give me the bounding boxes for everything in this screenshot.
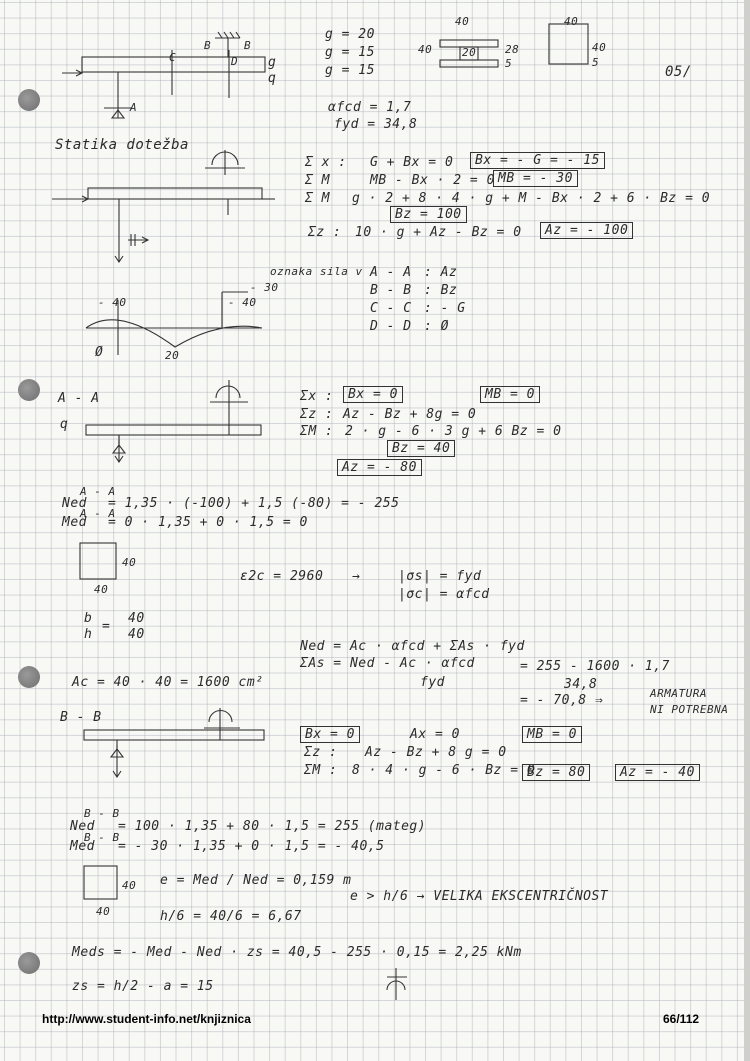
ratio-eq: = — [102, 619, 111, 634]
moment-v4: 20 — [165, 349, 180, 362]
med-bb-sup: B - B — [84, 831, 120, 844]
ned-bb-sym: Ned — [70, 819, 95, 834]
sum-z: Σz : — [308, 225, 342, 240]
result-bx: Bx = - G = - 15 — [470, 152, 605, 169]
square1-bottom: 40 — [94, 583, 109, 596]
sum-x-expr: G + Bx = 0 — [370, 155, 454, 170]
load-g2: g = 15 — [325, 45, 375, 60]
sum-x: Σ x : — [305, 155, 347, 170]
force-table-head: oznaka sila v — [270, 265, 363, 278]
med-aa-expr: = 0 · 1,35 + 0 · 1,5 = 0 — [108, 515, 308, 530]
i-section-right-bot: 5 — [505, 57, 513, 70]
moment-v1: - 40 — [98, 296, 127, 309]
armatura-line1: ARMATURA — [650, 687, 707, 700]
aa-az: Az = - 80 — [337, 459, 422, 476]
sum-mc-expr: g · 2 + 8 · 4 · g + M - Bx · 2 + 6 · Bz = 0 — [352, 191, 711, 206]
force-row2-b: : Bz — [424, 283, 458, 298]
eccentricity-e: e = Med / Ned = 0,159 m — [160, 873, 352, 888]
label-q: q — [268, 71, 277, 86]
result-mb: MB = - 30 — [493, 170, 578, 187]
beam-bb-sketch — [84, 708, 264, 777]
ned-bb-sup: B - B — [84, 807, 120, 820]
ned-eq-l2den: fyd — [420, 675, 445, 690]
ratio-b: b — [84, 611, 93, 626]
aa-sum-x: Σx : — [300, 389, 334, 404]
bb-sum-m-expr: 8 · 4 · g - 6 · Bz = 0 — [352, 763, 536, 778]
bb-sum-z-expr: Az - Bz + 8 g = 0 — [365, 745, 507, 760]
bb-sum-m: ΣM : — [304, 763, 338, 778]
sum-mc: Σ M — [305, 191, 330, 206]
force-row4-a: D - D — [370, 319, 412, 334]
ned-eq-l2: ΣAs = Ned - Ac · αfcd — [300, 656, 475, 671]
beam-aa-sketch — [86, 380, 261, 462]
sec-aa-q: q — [60, 417, 69, 432]
footer-url: http://www.student-info.net/knjiznica — [42, 1012, 251, 1026]
eccentricity-compare: e > h/6 → VELIKA EKSCENTRIČNOST — [350, 889, 609, 904]
aa-mb: MB = 0 — [480, 386, 540, 403]
i-section-left: 40 — [418, 43, 433, 56]
med-aa-sup: A - A — [80, 507, 116, 520]
load-g1: g = 20 — [325, 27, 375, 42]
result-az: Az = - 100 — [540, 222, 633, 239]
box-top: 40 — [564, 15, 579, 28]
force-row1-a: A - A — [370, 265, 412, 280]
ned-aa-sym: Ned — [62, 496, 87, 511]
square1-side: 40 — [122, 556, 137, 569]
i-section-right-top: 28 — [505, 43, 520, 56]
small-rotation-sketch — [387, 968, 407, 1000]
aa-bx: Bx = 0 — [343, 386, 403, 403]
med-bb-sym: Med — [70, 839, 95, 854]
result-bz: Bz = 100 — [390, 206, 467, 223]
aa-sum-z: Σz : — [300, 407, 334, 422]
bb-ax: Ax = 0 — [410, 727, 460, 742]
box-right: 40 — [592, 41, 607, 54]
statics-title: Statika dotežba — [55, 137, 189, 153]
label-g: g — [268, 55, 277, 70]
force-row3-b: : - G — [424, 301, 466, 316]
bb-bz: Bz = 80 — [522, 764, 590, 781]
ned-eq-l4: = - 70,8 ⇒ — [520, 693, 604, 708]
ned-aa-expr: = 1,35 · (-100) + 1,5 (-80) = - 255 — [108, 496, 400, 511]
aa-sum-m: ΣM : — [300, 424, 334, 439]
moment-v3: - 30 — [250, 281, 279, 294]
ned-eq-l3den: 34,8 — [564, 677, 598, 692]
footer-page-number: 66/112 — [663, 1012, 700, 1026]
ratio-h: h — [84, 627, 93, 642]
sum-mf: Σ M — [305, 173, 330, 188]
ratio-num: 40 — [128, 611, 145, 626]
aa-sum-z-expr: Az - Bz + 8g = 0 — [343, 407, 477, 422]
ned-eq-l1: Ned = Ac · αfcd + ΣAs · fyd — [300, 639, 525, 654]
ac-area: Ac = 40 · 40 = 1600 cm² — [72, 675, 264, 690]
page-mark: 05/ — [665, 64, 692, 80]
ned-bb-expr: = 100 · 1,35 + 80 · 1,5 = 255 (mateg) — [118, 819, 427, 834]
bb-bx: Bx = 0 — [300, 726, 360, 743]
label-b2: B — [244, 39, 252, 52]
box-section-sketch — [549, 24, 588, 64]
alpha-fcd: αfcd = 1,7 — [328, 100, 412, 115]
force-row1-b: : Az — [424, 265, 458, 280]
bb-sum-z: Σz : — [304, 745, 338, 760]
i-section-top: 40 — [455, 15, 470, 28]
statics-beam-sketch — [52, 150, 275, 262]
strain-arrow: → — [352, 569, 361, 584]
strain-e2c: ε2c = 2960 — [240, 569, 324, 584]
force-row2-a: B - B — [370, 283, 412, 298]
meds-eq: Meds = - Med - Ned · zs = 40,5 - 255 · 0,15 = 2,25 kNm — [72, 945, 522, 960]
moment-v5: Ø — [95, 345, 104, 360]
med-bb-expr: = - 30 · 1,35 + 0 · 1,5 = - 40,5 — [118, 839, 385, 854]
label-a: A — [130, 101, 138, 114]
i-section-web: 20 — [462, 46, 477, 59]
bb-mb: MB = 0 — [522, 726, 582, 743]
sum-z-expr: 10 · g + Az - Bz = 0 — [355, 225, 522, 240]
sec-bb-title: B - B — [60, 710, 102, 725]
zs-eq: zs = h/2 - a = 15 — [72, 979, 214, 994]
sec-aa-title: A - A — [58, 391, 100, 406]
aa-bz: Bz = 40 — [387, 440, 455, 457]
load-g3: g = 15 — [325, 63, 375, 78]
med-aa-sym: Med — [62, 515, 87, 530]
ned-aa-sup: A - A — [80, 485, 116, 498]
eccentricity-h6: h/6 = 40/6 = 6,67 — [160, 909, 302, 924]
box-bottom: 5 — [592, 56, 600, 69]
force-row4-b: : Ø — [424, 319, 449, 334]
armatura-line2: NI POTREBNA — [650, 703, 729, 716]
strain-l2: |σc| = αfcd — [398, 587, 490, 602]
sum-mf-expr: MB - Bx · 2 = 0 — [370, 173, 495, 188]
ratio-den: 40 — [128, 627, 145, 642]
label-d: D — [231, 55, 239, 68]
ned-eq-l3num: = 255 - 1600 · 1,7 — [520, 659, 670, 674]
strain-l1: |σs| = fyd — [398, 569, 482, 584]
square-section-sketch — [80, 543, 116, 579]
force-row3-a: C - C — [370, 301, 412, 316]
fyd: fyd = 34,8 — [334, 117, 418, 132]
square-section-sketch — [84, 866, 117, 899]
square2-bottom: 40 — [96, 905, 111, 918]
moment-v2: - 40 — [228, 296, 257, 309]
top-beam-sketch — [62, 32, 265, 118]
label-b: B — [204, 39, 212, 52]
label-c: C — [169, 51, 177, 64]
bb-az: Az = - 40 — [615, 764, 700, 781]
square2-side: 40 — [122, 879, 137, 892]
aa-sum-m-expr: 2 · g - 6 · 3 g + 6 Bz = 0 — [345, 424, 562, 439]
